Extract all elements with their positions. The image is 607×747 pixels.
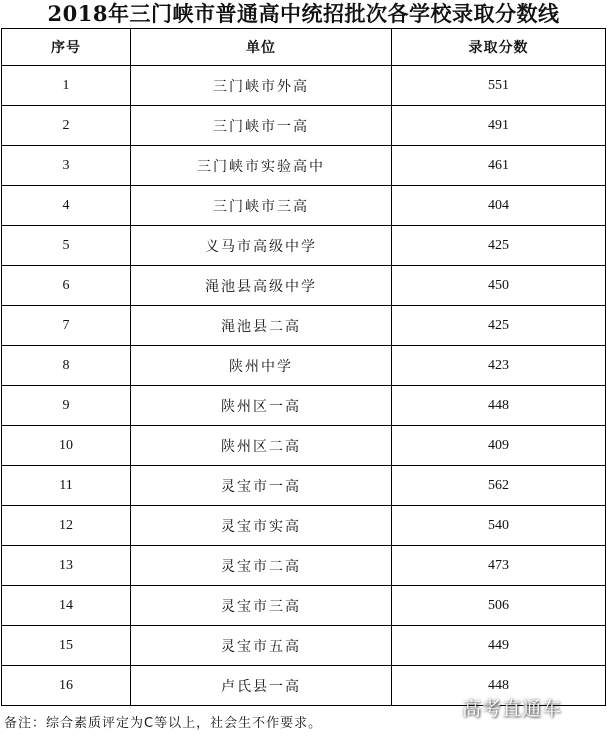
cell-seq: 8 [2,346,131,386]
cell-score: 409 [392,426,606,466]
table-row [2,346,606,386]
cell-seq: 1 [2,66,131,106]
cell-seq: 12 [2,506,131,546]
cell-seq: 14 [2,586,131,626]
table-row [2,426,606,466]
cell-unit: 渑池县高级中学 [131,266,392,306]
cell-unit: 卢氏县一高 [131,666,392,706]
cell-unit: 灵宝市一高 [131,466,392,506]
cell-seq: 5 [2,226,131,266]
header-seq: 序号 [2,29,131,66]
table-row [2,546,606,586]
cell-unit: 陕州区一高 [131,386,392,426]
cell-seq: 16 [2,666,131,706]
table-row [2,306,606,346]
cell-score: 448 [392,386,606,426]
cell-unit: 陕州中学 [131,346,392,386]
cell-unit: 三门峡市外高 [131,66,392,106]
cell-unit: 三门峡市实验高中 [131,146,392,186]
cell-seq: 11 [2,466,131,506]
cell-score: 461 [392,146,606,186]
cell-score: 473 [392,546,606,586]
footnote: 备注：综合素质评定为C等以上，社会生不作要求。 [4,716,323,731]
cell-score: 423 [392,346,606,386]
table-row [2,626,606,666]
cell-unit: 三门峡市三高 [131,186,392,226]
cell-seq: 2 [2,106,131,146]
cell-unit: 渑池县二高 [131,306,392,346]
cell-score: 540 [392,506,606,546]
cell-score: 425 [392,226,606,266]
cell-seq: 7 [2,306,131,346]
table-row [2,186,606,226]
table-row [2,226,606,266]
table-row [2,386,606,426]
cell-seq: 10 [2,426,131,466]
table-row [2,586,606,626]
table-header-row [2,29,606,66]
cell-unit: 灵宝市五高 [131,626,392,666]
header-score: 录取分数 [392,29,606,66]
cell-score: 491 [392,106,606,146]
cell-unit: 灵宝市实高 [131,506,392,546]
cell-score: 450 [392,266,606,306]
table-row [2,66,606,106]
cell-score: 551 [392,66,606,106]
cell-seq: 15 [2,626,131,666]
cell-unit: 义马市高级中学 [131,226,392,266]
cell-score: 449 [392,626,606,666]
cell-score: 404 [392,186,606,226]
header-unit: 单位 [131,29,392,66]
cell-score: 506 [392,586,606,626]
table-row [2,466,606,506]
cell-unit: 陕州区二高 [131,426,392,466]
cell-unit: 灵宝市二高 [131,546,392,586]
cell-score: 425 [392,306,606,346]
cell-seq: 4 [2,186,131,226]
page-title: 2018年三门峡市普通高中统招批次各学校录取分数线 [47,1,560,26]
table-row [2,266,606,306]
cell-score: 562 [392,466,606,506]
cell-unit: 三门峡市一高 [131,106,392,146]
watermark: 高考直通车 [462,698,563,720]
table-row [2,146,606,186]
table-row [2,106,606,146]
cell-unit: 灵宝市三高 [131,586,392,626]
admission-score-table [1,28,606,706]
table-row [2,506,606,546]
cell-seq: 3 [2,146,131,186]
cell-seq: 6 [2,266,131,306]
cell-seq: 9 [2,386,131,426]
cell-seq: 13 [2,546,131,586]
cell-score: 448 [392,666,606,706]
